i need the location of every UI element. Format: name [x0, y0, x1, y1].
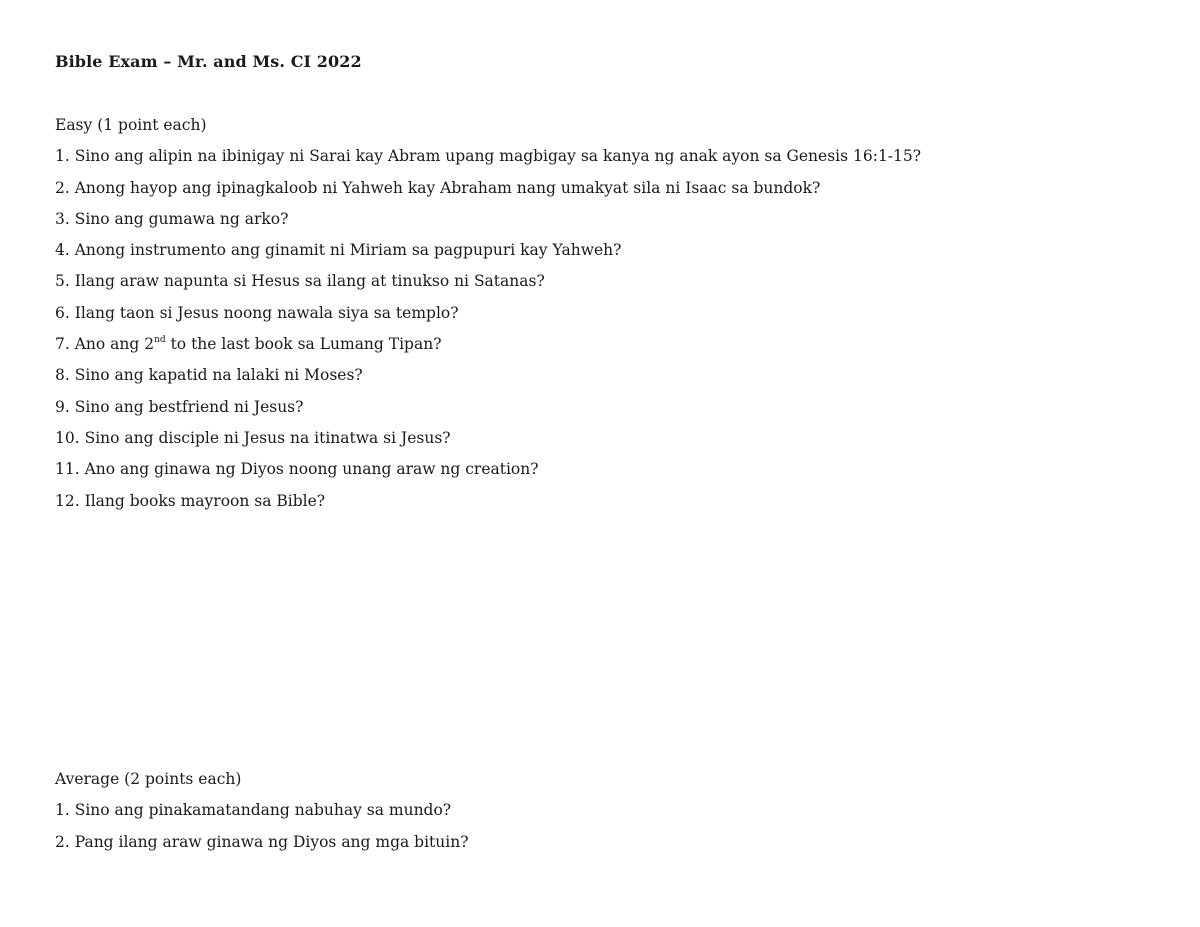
question-easy-4: 4. Anong instrumento ang ginamit ni Miriam sa pagpupuri kay Yahweh? [55, 241, 622, 260]
question-average-1: 1. Sino ang pinakamatandang nabuhay sa mundo? [55, 801, 452, 820]
question-easy-10: 10. Sino ang disciple ni Jesus na itinatwa si Jesus? [55, 428, 451, 447]
question-easy-7 [55, 333, 921, 355]
question-easy-7-prefix: 7. Ano ang 2 [55, 335, 155, 354]
question-easy-9: 9. Sino ang bestfriend ni Jesus? [55, 397, 304, 416]
document-title: Bible Exam – Mr. and Ms. CI 2022 [55, 52, 362, 71]
question-easy-8: 8. Sino ang kapatid na lalaki ni Moses? [55, 366, 363, 385]
question-list-easy [55, 145, 921, 511]
question-easy-3: 3. Sino ang gumawa ng arko? [55, 209, 289, 228]
question-easy-12: 12. Ilang books mayroon sa Bible? [55, 491, 326, 510]
question-easy-2: 2. Anong hayop ang ipinagkaloob ni Yahweh kay Abraham nang umakyat sila ni Isaac sa bundok? [55, 178, 821, 197]
section-easy [55, 114, 921, 521]
ordinal-suffix: nd [154, 334, 166, 345]
section-average [55, 768, 469, 862]
section-heading-average: Average (2 points each) [55, 770, 242, 788]
question-easy-11: 11. Ano ang ginawa ng Diyos noong unang araw ng creation? [55, 460, 539, 479]
question-average-2: 2. Pang ilang araw ginawa ng Diyos ang mga bituin? [55, 832, 469, 851]
question-easy-1: 1. Sino ang alipin na ibinigay ni Sarai kay Abram upang magbigay sa kanya ng anak ayon sa Genesis 16:1-15? [55, 147, 922, 166]
question-easy-7-suffix: to the last book sa Lumang Tipan? [165, 335, 442, 354]
question-easy-6: 6. Ilang taon si Jesus noong nawala siya sa templo? [55, 303, 459, 322]
question-list-average [55, 799, 469, 852]
question-easy-5: 5. Ilang araw napunta si Hesus sa ilang at tinukso ni Satanas? [55, 272, 545, 291]
section-heading-easy: Easy (1 point each) [55, 116, 207, 134]
